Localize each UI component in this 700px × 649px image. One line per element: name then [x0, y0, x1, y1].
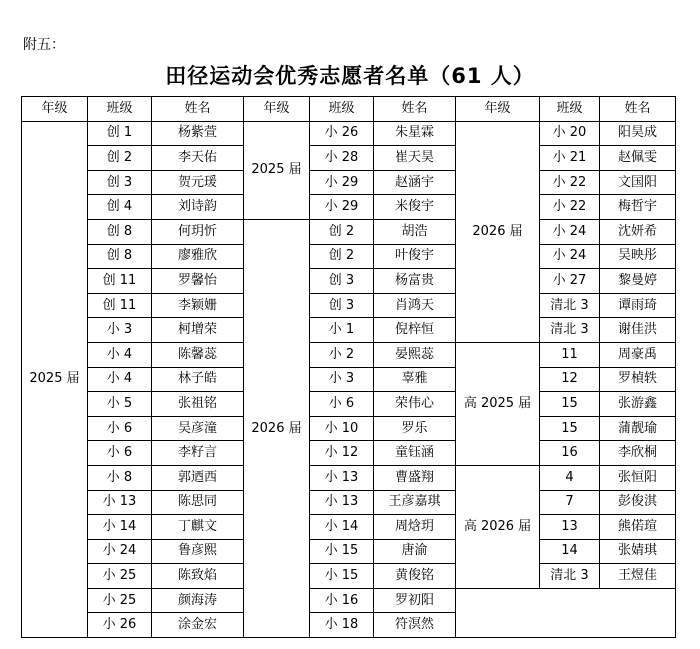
class-cell: 小 24	[540, 244, 600, 269]
name-cell: 林子皓	[152, 367, 244, 392]
class-cell: 小 25	[88, 588, 152, 613]
column-header-name: 姓名	[374, 97, 456, 122]
class-cell: 小 14	[310, 515, 374, 540]
name-cell: 鲁彦熙	[152, 539, 244, 564]
class-cell: 创 3	[310, 269, 374, 294]
grade-cell: 高 2025 届	[456, 342, 540, 465]
name-cell: 叶俊宇	[374, 244, 456, 269]
name-cell: 周焓玥	[374, 515, 456, 540]
name-cell: 柯增荣	[152, 318, 244, 343]
table-row	[22, 170, 676, 195]
table-row	[22, 441, 676, 466]
table-row	[22, 392, 676, 417]
class-cell: 小 14	[88, 515, 152, 540]
name-cell: 蒲靓瑜	[600, 416, 676, 441]
table-row	[22, 318, 676, 343]
name-cell: 李颖姗	[152, 293, 244, 318]
class-cell: 小 29	[310, 170, 374, 195]
name-cell: 杨富贵	[374, 269, 456, 294]
class-cell: 小 26	[310, 121, 374, 146]
name-cell: 阳昊成	[600, 121, 676, 146]
table-row	[22, 195, 676, 220]
class-cell: 16	[540, 441, 600, 466]
name-cell: 廖雅欣	[152, 244, 244, 269]
name-cell: 郭迺西	[152, 465, 244, 490]
table-row	[22, 416, 676, 441]
name-cell: 张婧琪	[600, 539, 676, 564]
empty-cell	[456, 588, 676, 637]
name-cell: 荣伟心	[374, 392, 456, 417]
table-row	[22, 367, 676, 392]
name-cell: 赵涵宇	[374, 170, 456, 195]
table-row	[22, 515, 676, 540]
column-header-class: 班级	[310, 97, 374, 122]
class-cell: 创 3	[310, 293, 374, 318]
table-row	[22, 121, 676, 146]
class-cell: 小 1	[310, 318, 374, 343]
grade-cell: 高 2026 届	[456, 465, 540, 588]
class-cell: 小 13	[310, 490, 374, 515]
name-cell: 李天佑	[152, 146, 244, 171]
name-cell: 张祖铭	[152, 392, 244, 417]
class-cell: 清北 3	[540, 318, 600, 343]
name-cell: 李籽言	[152, 441, 244, 466]
column-header-grade: 年级	[244, 97, 310, 122]
document-prefix: 附五：	[23, 37, 65, 53]
name-cell: 彭俊淇	[600, 490, 676, 515]
class-cell: 11	[540, 342, 600, 367]
class-cell: 创 2	[310, 244, 374, 269]
class-cell: 小 2	[310, 342, 374, 367]
name-cell: 吴映彤	[600, 244, 676, 269]
class-cell: 小 16	[310, 588, 374, 613]
class-cell: 小 13	[310, 465, 374, 490]
table-header-row	[22, 97, 676, 122]
class-cell: 小 15	[310, 539, 374, 564]
class-cell: 创 11	[88, 293, 152, 318]
table-row	[22, 293, 676, 318]
class-cell: 小 24	[540, 219, 600, 244]
class-cell: 创 1	[88, 121, 152, 146]
name-cell: 米俊宇	[374, 195, 456, 220]
column-header-class: 班级	[540, 97, 600, 122]
name-cell: 张游鑫	[600, 392, 676, 417]
class-cell: 创 2	[88, 146, 152, 171]
column-header-name: 姓名	[600, 97, 676, 122]
column-header-grade: 年级	[22, 97, 88, 122]
name-cell: 肖鸿天	[374, 293, 456, 318]
class-cell: 创 11	[88, 269, 152, 294]
class-cell: 小 24	[88, 539, 152, 564]
table-row	[22, 539, 676, 564]
name-cell: 黎曼婷	[600, 269, 676, 294]
name-cell: 谢佳洪	[600, 318, 676, 343]
name-cell: 杨紫萱	[152, 121, 244, 146]
name-cell: 崔天昊	[374, 146, 456, 171]
table-row	[22, 564, 676, 589]
name-cell: 周豪禹	[600, 342, 676, 367]
name-cell: 丁麒文	[152, 515, 244, 540]
class-cell: 小 15	[310, 564, 374, 589]
class-cell: 创 4	[88, 195, 152, 220]
volunteer-table	[21, 96, 676, 638]
table-row	[22, 146, 676, 171]
grade-cell: 2025 届	[22, 121, 88, 637]
name-cell: 黄俊铭	[374, 564, 456, 589]
name-cell: 辜雅	[374, 367, 456, 392]
class-cell: 小 6	[310, 392, 374, 417]
class-cell: 小 29	[310, 195, 374, 220]
class-cell: 创 2	[310, 219, 374, 244]
name-cell: 罗楨轶	[600, 367, 676, 392]
class-cell: 小 5	[88, 392, 152, 417]
class-cell: 小 27	[540, 269, 600, 294]
name-cell: 罗乐	[374, 416, 456, 441]
name-cell: 梅哲宇	[600, 195, 676, 220]
class-cell: 小 25	[88, 564, 152, 589]
class-cell: 小 22	[540, 170, 600, 195]
class-cell: 7	[540, 490, 600, 515]
name-cell: 罗初阳	[374, 588, 456, 613]
name-cell: 陈思同	[152, 490, 244, 515]
class-cell: 小 8	[88, 465, 152, 490]
name-cell: 颜海涛	[152, 588, 244, 613]
class-cell: 小 18	[310, 613, 374, 638]
name-cell: 王煜佳	[600, 564, 676, 589]
class-cell: 13	[540, 515, 600, 540]
table-row	[22, 465, 676, 490]
name-cell: 罗馨怡	[152, 269, 244, 294]
name-cell: 谭雨琦	[600, 293, 676, 318]
name-cell: 涂金宏	[152, 613, 244, 638]
class-cell: 小 22	[540, 195, 600, 220]
name-cell: 朱星霖	[374, 121, 456, 146]
class-cell: 12	[540, 367, 600, 392]
class-cell: 小 13	[88, 490, 152, 515]
class-cell: 小 20	[540, 121, 600, 146]
name-cell: 陈馨蕊	[152, 342, 244, 367]
class-cell: 小 6	[88, 441, 152, 466]
class-cell: 小 3	[88, 318, 152, 343]
column-header-grade: 年级	[456, 97, 540, 122]
class-cell: 14	[540, 539, 600, 564]
name-cell: 熊偌瑄	[600, 515, 676, 540]
name-cell: 唐渝	[374, 539, 456, 564]
class-cell: 清北 3	[540, 564, 600, 589]
class-cell: 小 28	[310, 146, 374, 171]
column-header-name: 姓名	[152, 97, 244, 122]
name-cell: 王彦嘉琪	[374, 490, 456, 515]
class-cell: 创 8	[88, 244, 152, 269]
name-cell: 陈致焰	[152, 564, 244, 589]
table-row	[22, 219, 676, 244]
table-row	[22, 244, 676, 269]
name-cell: 刘诗韵	[152, 195, 244, 220]
class-cell: 15	[540, 416, 600, 441]
class-cell: 小 21	[540, 146, 600, 171]
column-header-class: 班级	[88, 97, 152, 122]
grade-cell: 2026 届	[456, 121, 540, 342]
grade-cell: 2026 届	[244, 219, 310, 637]
class-cell: 4	[540, 465, 600, 490]
class-cell: 小 26	[88, 613, 152, 638]
class-cell: 15	[540, 392, 600, 417]
name-cell: 符溟然	[374, 613, 456, 638]
name-cell: 文国阳	[600, 170, 676, 195]
name-cell: 吴彦潼	[152, 416, 244, 441]
table-row	[22, 588, 676, 613]
name-cell: 晏熙蕊	[374, 342, 456, 367]
table-row	[22, 269, 676, 294]
name-cell: 赵佩雯	[600, 146, 676, 171]
class-cell: 清北 3	[540, 293, 600, 318]
name-cell: 倪梓恒	[374, 318, 456, 343]
class-cell: 创 8	[88, 219, 152, 244]
name-cell: 贺元瑗	[152, 170, 244, 195]
table-row	[22, 342, 676, 367]
class-cell: 小 4	[88, 342, 152, 367]
class-cell: 小 10	[310, 416, 374, 441]
class-cell: 小 3	[310, 367, 374, 392]
name-cell: 童钰涵	[374, 441, 456, 466]
name-cell: 沈妍希	[600, 219, 676, 244]
grade-cell: 2025 届	[244, 121, 310, 219]
document-title: 田径运动会优秀志愿者名单（61 人）	[165, 64, 535, 88]
class-cell: 小 12	[310, 441, 374, 466]
name-cell: 张恒阳	[600, 465, 676, 490]
name-cell: 胡浩	[374, 219, 456, 244]
table-row	[22, 490, 676, 515]
name-cell: 李欣桐	[600, 441, 676, 466]
class-cell: 创 3	[88, 170, 152, 195]
class-cell: 小 6	[88, 416, 152, 441]
class-cell: 小 4	[88, 367, 152, 392]
name-cell: 曹盛翔	[374, 465, 456, 490]
name-cell: 何玥忻	[152, 219, 244, 244]
